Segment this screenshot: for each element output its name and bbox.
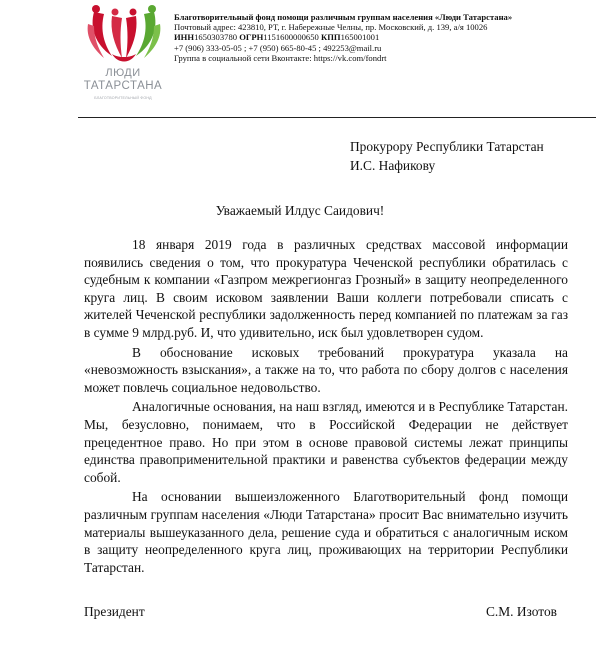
- ogrn-value: 1151600000650: [263, 32, 319, 43]
- org-name: Благотворительный фонд помощи различным группам населения «Люди Татарстана»: [174, 12, 513, 22]
- kpp-label: КПП: [320, 32, 341, 43]
- paragraph-4: На основании вышеизложенного Благотворительный фонд помощи различным группам населения «Люди Татарстана» просит Вас внимательно изучить материалы вышеуказанного дела, решение суда и обратиться с аналогичным иском в защиту неопределенного круга лиц, проживающих на территории Республики Татарстан.: [84, 489, 568, 575]
- kpp-value: 165001001: [340, 32, 380, 43]
- paragraph-2: В обоснование исковых требований прокуратура указала на «невозможность взыскания», а также на то, что работа по сбору долгов с населения может повлечь социальное недовольство.: [84, 344, 568, 395]
- recipient-line1: Прокурору Республики Татарстан: [350, 139, 544, 154]
- logo-hands-icon: [82, 4, 166, 66]
- logo-tagline: БЛАГОТВОРИТЕЛЬНЫЙ ФОНД: [94, 96, 152, 100]
- phones-email: +7 (906) 333-05-05 ; +7 (950) 665-80-45 ; 492253@mail.ru: [174, 42, 382, 53]
- signature-name: С.М. Изотов: [486, 604, 557, 619]
- recipient-block: [350, 137, 544, 175]
- fund-logo: [78, 4, 168, 116]
- ogrn-label: ОГРН: [239, 32, 264, 43]
- letterhead-divider: [78, 117, 596, 118]
- paragraph-3: Аналогичные основания, на наш взгляд, имеются и в Республике Татарстан. Мы, безусловно, понимаем, что в Российской Федерации не действует прецедентное право. Но при этом в основе правовой системы лежат принципы единства правоприменительной практики и равенства субъектов федерации между собой.: [84, 399, 568, 485]
- inn-value: 1650303780: [194, 32, 238, 43]
- logo-name-line2: ТАТАРСТАНА: [83, 80, 163, 92]
- inn-label: ИНН: [174, 32, 195, 43]
- letter-body: [84, 236, 568, 578]
- contact-block: [174, 12, 600, 63]
- signature-title: Президент: [84, 604, 145, 619]
- letterhead: [78, 4, 598, 120]
- logo-name-line1: ЛЮДИ: [105, 67, 141, 79]
- requisites-line: [174, 32, 600, 42]
- social-link[interactable]: Группа в социальной сети Вконтакте: https://vk.com/fondrt: [174, 52, 387, 63]
- postal-address: Почтовый адрес: 423810, РТ, г. Набережные Челны, пр. Московский, д. 139, а/я 10026: [174, 22, 488, 33]
- paragraph-1: 18 января 2019 года в различных средствах массовой информации появились сведения о том, что прокуратура Чеченской республики обратилась с судебным к компании «Газпром межрегионгаз Грозный» в защиту неопределенного круга лиц. В своим исковом заявлении Ваши коллеги потребовали списать с жителей Чеченской республики задолженность перед компанией по платежам за газ в сумме 9 млрд.руб. И, что удивительно, иск был удовлетворен судом.: [84, 237, 568, 340]
- salutation: Уважаемый Илдус Саидович!: [215, 203, 385, 218]
- recipient-line2: И.С. Нафикову: [350, 158, 436, 173]
